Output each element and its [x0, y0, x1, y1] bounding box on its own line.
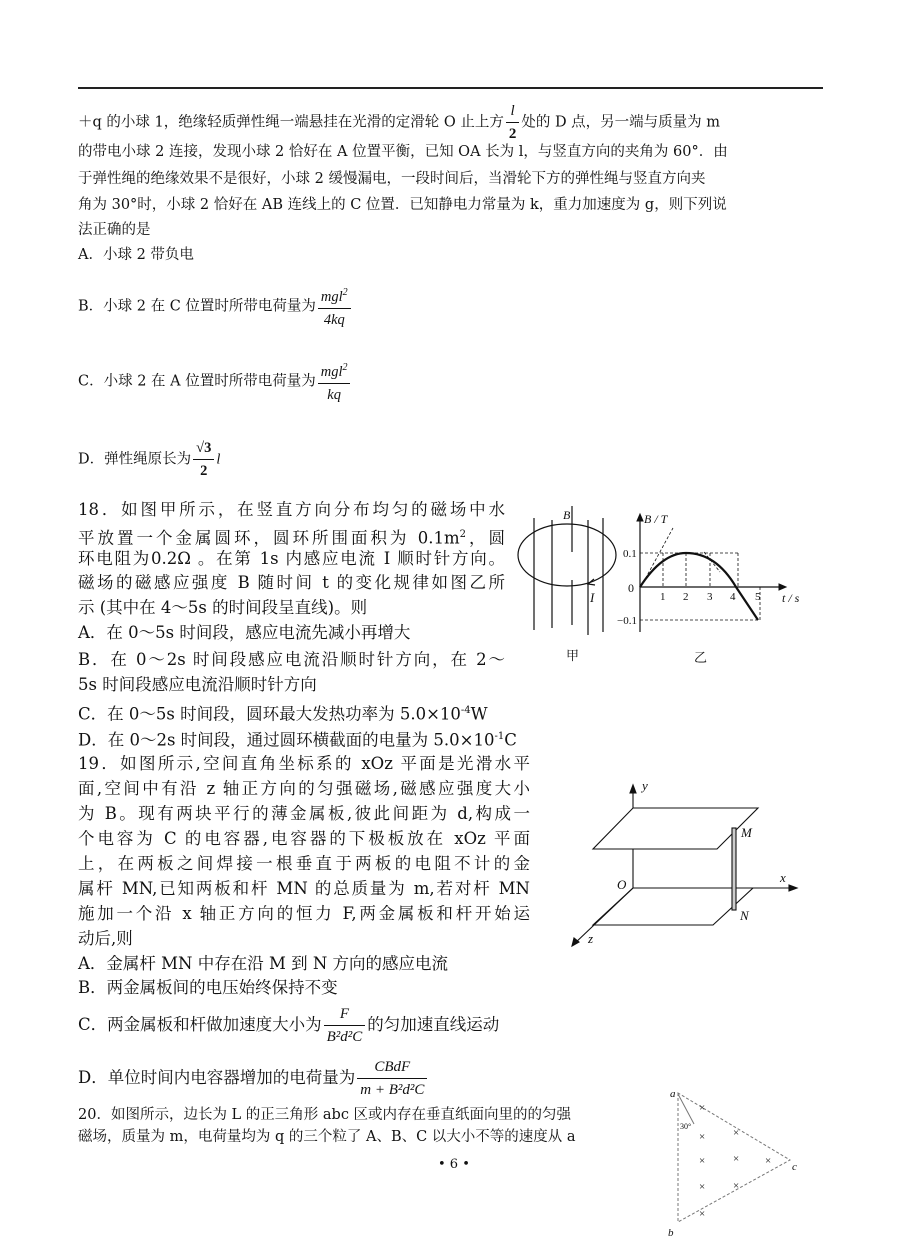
svg-text:×: ×: [699, 1208, 706, 1220]
svg-text:×: ×: [733, 1127, 740, 1139]
q18-option-a: A．在 0～5s 时间段，感应电流先减小再增大: [78, 623, 411, 642]
q17-line5: 法正确的是: [78, 222, 151, 238]
svg-text:×: ×: [733, 1180, 740, 1192]
magnetic-field-marks: [699, 1102, 771, 1220]
svg-text:×: ×: [699, 1131, 706, 1143]
figure-jia-ring: [518, 506, 616, 635]
q18-option-d: D．在 0～2s 时间段，通过圆环横截面的电量为 $5.0\times 10^{-1}C$: [78, 730, 517, 750]
tick-0: 0: [628, 581, 634, 595]
tick-4: 4: [730, 591, 736, 603]
q19-line3: 为 B。现有两块平行的薄金属板,彼此间距为 d,构成一: [78, 804, 530, 823]
figure-capacitor: [572, 785, 797, 946]
q18-line3: 环电阻为0.2Ω 。在第 1s 内感应电流 I 顺时针方向。: [78, 549, 505, 568]
tick-0.1: 0.1: [623, 548, 637, 560]
q19-option-d: D．单位时间内电容器增加的电荷量为 $\frac{\text{CBdF}}{\text{m + B²d²C}}$: [78, 1056, 429, 1101]
fraction-mgl2-kq: $\frac{mgl^2}{kq}$: [318, 357, 351, 406]
q17-line4: 角为 30°时，小球 2 恰好在 AB 连线上的 C 位置．已知静电力常量为 k，重力加速度为 g，则下列说: [78, 197, 727, 213]
svg-text:×: ×: [699, 1155, 706, 1167]
fraction-l-over-2: $\frac{l}{2}$: [506, 100, 520, 145]
q18-option-b-line1: B．在 0～2s 时间段感应电流沿顺时针方向，在 2～: [78, 650, 505, 669]
tick-5: 5: [755, 591, 761, 603]
q20-line2: 磁场，质量为 m，电荷量均为 q 的三个粒了 A、B、C 以大小不等的速度从 a: [78, 1129, 576, 1145]
axis-y-label: y: [642, 778, 648, 793]
label-I: I: [590, 590, 595, 605]
q19-line6: 属杆 MN,已知两板和杆 MN 的总质量为 m,若对杆 MN: [78, 879, 530, 898]
q18-option-b-line2: 5s 时间段感应电流沿顺时针方向: [78, 675, 317, 694]
q19-option-a: A．金属杆 MN 中存在沿 M 到 N 方向的感应电流: [78, 954, 449, 973]
q19-option-c: C．两金属板和杆做加速度大小为 $\frac{F}{\text{B²d²C}}$ 的匀加速直线运动: [78, 1003, 499, 1048]
q19-line7: 施加一个沿 x 轴正方向的恒力 F,两金属板和杆开始运: [78, 904, 530, 923]
q17-option-d: D．弹性绳原长为 $\frac{√3}{2}$ l: [78, 437, 220, 482]
figure-yi-graph: [637, 514, 786, 632]
q17-text: ＋q 的小球 1，绝缘轻质弹性绳一端悬挂在光滑的定滑轮 O 止上方: [78, 114, 504, 131]
svg-text:×: ×: [699, 1102, 706, 1114]
q17-line3: 于弹性绳的绝缘效果不是很好，小球 2 缓慢漏电，一段时间后，当滑轮下方的弹性绳与竖直方向夹: [78, 171, 706, 187]
point-N-label: N: [740, 908, 749, 923]
tick-3: 3: [707, 591, 713, 603]
tick-1: 1: [660, 591, 666, 603]
svg-text:×: ×: [765, 1155, 772, 1167]
tick-2: 2: [683, 591, 689, 603]
t-axis-label: t / s: [782, 591, 800, 605]
q17-option-a: A．小球 2 带负电: [78, 247, 194, 263]
vertex-c: c: [792, 1161, 797, 1173]
angle-label: 30°: [680, 1122, 692, 1131]
svg-text:×: ×: [699, 1181, 706, 1193]
fraction-sqrt3-over-2: $\frac{√3}{2}$: [193, 437, 214, 482]
q18-option-c: C．在 0～5s 时间段，圆环最大发热功率为 $5.0\times 10^{-4}W$: [78, 704, 488, 724]
q18-line2: 平放置一个金属圆环，圆环所围面积为 $0.1m^2$，圆: [78, 528, 505, 548]
q20-line1: 20．如图所示，边长为 L 的正三角形 abc 区或内存在垂直纸面向里的的匀强: [78, 1107, 572, 1123]
axis-z-label: z: [588, 931, 594, 946]
caption-yi: 乙: [694, 650, 708, 665]
q17-line2: 的带电小球 2 连接，发现小球 2 恰好在 A 位置平衡，已知 OA 长为 l，与竖直方向的夹角为 60°．由: [78, 144, 728, 160]
q19-line5: 上，在两板之间焊接一根垂直于两板的电阻不计的金: [78, 854, 530, 873]
q18-line4: 磁场的磁感应强度 B 随时间 t 的变化规律如图乙所: [78, 573, 505, 592]
q19-line1: 19．如图所示,空间直角坐标系的 xOz 平面是光滑水平: [78, 754, 530, 773]
y-axis-label: B / T: [644, 512, 668, 526]
origin-label: O: [617, 877, 627, 892]
vertex-b: b: [668, 1227, 674, 1239]
q17-option-c: C．小球 2 在 A 位置时所带电荷量为 $\frac{mgl^2}{kq}$: [78, 357, 352, 406]
q19-line8: 动后,则: [78, 929, 133, 948]
q18-line5: 示 (其中在 4～5s 的时间段呈直线)。则: [78, 598, 368, 617]
metal-ring: [518, 524, 616, 586]
q19-line4: 个电容为 C 的电容器,电容器的下极板放在 xOz 平面: [78, 829, 530, 848]
lower-plate: [593, 888, 753, 925]
label-B: B: [563, 508, 571, 522]
caption-jia: 甲: [566, 648, 580, 663]
vertex-a: a: [670, 1088, 676, 1100]
rod-MN: [732, 828, 736, 910]
fraction-mgl2-4kq: $\frac{mgl^2}{4kq}$: [318, 282, 351, 331]
q17-text: 处的 D 点，另一端与质量为 m: [521, 114, 721, 131]
tick-neg-0.1: −0.1: [617, 615, 637, 627]
point-M-label: M: [741, 825, 752, 840]
fraction-acceleration: $\frac{F}{\text{B²d²C}}$: [324, 1003, 366, 1048]
q18-line1: 18．如图甲所示，在竖直方向分布均匀的磁场中水: [78, 500, 505, 519]
axis-x-label: x: [780, 870, 786, 885]
svg-text:×: ×: [733, 1153, 740, 1165]
q17-option-b: B．小球 2 在 C 位置时所带电荷量为 $\frac{mgl^2}{4kq}$: [78, 282, 353, 331]
page-number: • 6 •: [438, 1157, 470, 1172]
fraction-charge-rate: $\frac{\text{CBdF}}{\text{m + B²d²C}}$: [357, 1056, 427, 1101]
q19-line2: 面,空间中有沿 z 轴正方向的匀强磁场,磁感应强度大小: [78, 779, 530, 798]
q19-option-b: B．两金属板间的电压始终保持不变: [78, 978, 338, 997]
